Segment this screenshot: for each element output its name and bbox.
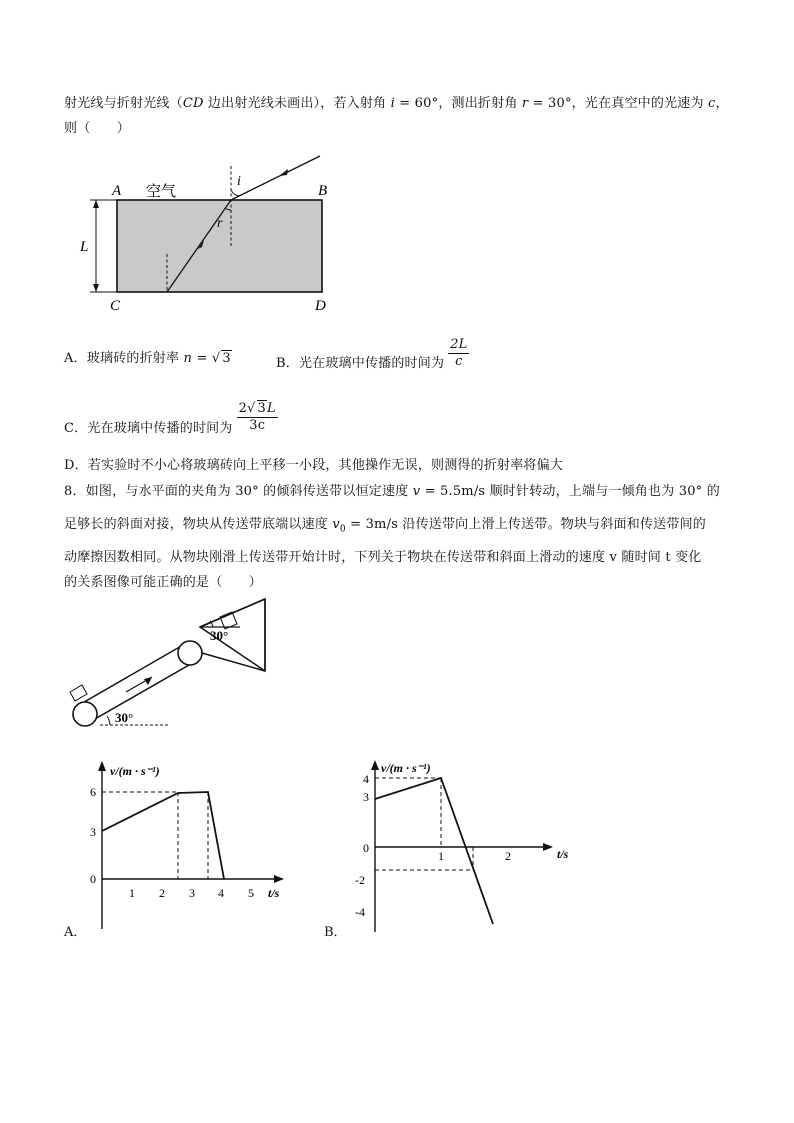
option-c-num-l: L	[267, 401, 276, 416]
graph-a-curve	[102, 792, 224, 879]
angle-i-arc	[231, 190, 240, 196]
graph-a-xtick: 2	[159, 886, 165, 900]
label-l: L	[80, 239, 89, 255]
graph-b-xtick: 2	[505, 849, 511, 863]
graph-a-xtick: 3	[189, 886, 195, 900]
q7-stem-text: ，	[715, 96, 729, 111]
q8-stem-text: = 5.5m/s 顺时针转动，上端与一倾角也为 30° 的	[420, 484, 720, 499]
graph-b-xtick: 1	[438, 849, 444, 863]
label-b: B	[318, 183, 328, 199]
q7-option-b	[276, 337, 469, 370]
graph-b-ylabel: v/(m · s⁻¹)	[381, 761, 431, 775]
graph-b-ytick: 0	[363, 841, 369, 855]
incident-ray-arrow	[279, 169, 288, 176]
option-a-n: n	[183, 351, 193, 366]
option-c-num-coef: 2	[238, 401, 248, 416]
q7-option-d: D．若实验时不小心将玻璃砖向上平移一小段，其他操作无误，则测得的折射率将偏大	[64, 458, 564, 473]
graph-b-curve	[375, 778, 493, 924]
q8-stem-text: = 3m/s 沿传送带向上滑上传送带。物块与斜面和传送带间的	[345, 517, 706, 532]
option-b-numerator: 2L	[450, 337, 468, 352]
dim-arrow-bottom	[93, 284, 99, 292]
q8-graph-a	[80, 755, 310, 935]
graph-a-y-arrow	[98, 761, 106, 771]
belt-bottom	[88, 661, 196, 723]
q7-option-a	[64, 347, 232, 366]
graph-a-xtick: 5	[248, 886, 254, 900]
q7-stem-r: r	[521, 96, 529, 111]
graph-a-ylabel: v/(m · s⁻¹)	[110, 764, 160, 778]
bottom-roller	[73, 702, 97, 726]
label-air: 空气	[146, 182, 177, 200]
graph-a-xtick: 1	[129, 886, 135, 900]
option-c-numerator	[237, 400, 278, 417]
graph-b-ytick: 4	[363, 772, 369, 786]
graph-a-ytick: 6	[90, 785, 96, 799]
q7-stem-c: c	[708, 96, 716, 111]
q7-stem-text: = 30°，光在真空中的光速为	[528, 96, 709, 111]
bottom-angle-arc	[107, 716, 110, 725]
graph-a-ytick: 0	[90, 872, 96, 886]
q8-stem-line1	[64, 480, 720, 499]
graph-a-ytick: 3	[90, 825, 96, 839]
label-c: C	[110, 298, 121, 314]
graph-a-xtick: 4	[218, 886, 224, 900]
q7-stem-line2: 则（ ）	[64, 121, 131, 136]
q8-stem-line4: 的关系图像可能正确的是（ ）	[64, 575, 263, 590]
label-d: D	[315, 298, 326, 314]
ramp-underside	[195, 651, 265, 671]
label-r: r	[217, 216, 223, 231]
graph-b-x-arrow	[543, 843, 553, 851]
option-a-eq: =	[192, 351, 212, 366]
q7-stem-text: = 60°，测出折射角	[394, 96, 522, 111]
graph-b-y-arrow	[371, 760, 379, 770]
option-c-num-sqrt: 3	[257, 401, 267, 416]
q7-stem-cd: CD	[182, 96, 204, 111]
belt-top	[79, 645, 183, 705]
label-i: i	[237, 174, 241, 189]
q8-stem-text: 8．如图，与水平面的夹角为 30° 的倾斜传送带以恒定速度	[64, 484, 413, 499]
glass-block	[117, 200, 322, 292]
q8-stem-text: 足够长的斜面对接，物块从传送带底端以速度	[64, 517, 333, 532]
q7-stem-text: 边出射光线未画出），若入射角	[203, 96, 391, 111]
option-a-text: A．玻璃砖的折射率	[64, 351, 184, 366]
q7-glass-figure	[80, 150, 350, 320]
graph-b-ytick: -4	[355, 905, 365, 919]
graph-b-option-label: B．	[324, 925, 347, 940]
q8-stem-v: v	[412, 484, 421, 499]
graph-a-x-arrow	[274, 875, 284, 883]
option-a-sqrt-value: 3	[222, 351, 231, 366]
q8-stem-line3: 动摩擦因数相同。从物块刚滑上传送带开始计时，下列关于物块在传送带和斜面上滑动的速度 v 随时间 t 变化	[64, 550, 702, 565]
option-b-denominator: c	[455, 354, 463, 369]
label-a: A	[112, 183, 122, 199]
angle-bottom-label: 30°	[115, 710, 134, 725]
graph-a-option-label: A．	[64, 925, 87, 940]
angle-top-label: 30°	[210, 628, 229, 643]
q7-stem-i: i	[390, 96, 395, 111]
sqrt-symbol: √	[247, 401, 256, 416]
q7-stem-line1	[64, 92, 729, 111]
q8-stem-line2	[64, 513, 706, 535]
graph-a-xlabel: t/s	[268, 886, 280, 900]
sqrt-symbol: √	[211, 351, 221, 366]
q8-conveyor-figure	[60, 595, 280, 735]
option-c-denominator: 3c	[249, 418, 266, 433]
q8-stem-v0-sub: 0	[339, 524, 346, 535]
incident-ray	[231, 156, 320, 200]
q7-option-c	[64, 398, 278, 436]
graph-b-ytick: -2	[355, 873, 365, 887]
option-b-text: B．光在玻璃中传播的时间为	[276, 356, 445, 371]
graph-b-xlabel: t/s	[557, 847, 569, 861]
option-c-text: C．光在玻璃中传播的时间为	[64, 420, 233, 436]
dim-arrow-top	[93, 200, 99, 208]
option-c-fraction	[237, 400, 278, 434]
q7-stem-text: 射光线与折射光线（	[64, 96, 183, 111]
option-b-fraction	[448, 337, 469, 370]
q8-graph-b	[355, 752, 595, 937]
top-roller	[178, 641, 202, 665]
graph-b-ytick: 3	[363, 790, 369, 804]
block-on-belt	[70, 685, 87, 701]
q8-stem-v0: v	[332, 517, 340, 532]
